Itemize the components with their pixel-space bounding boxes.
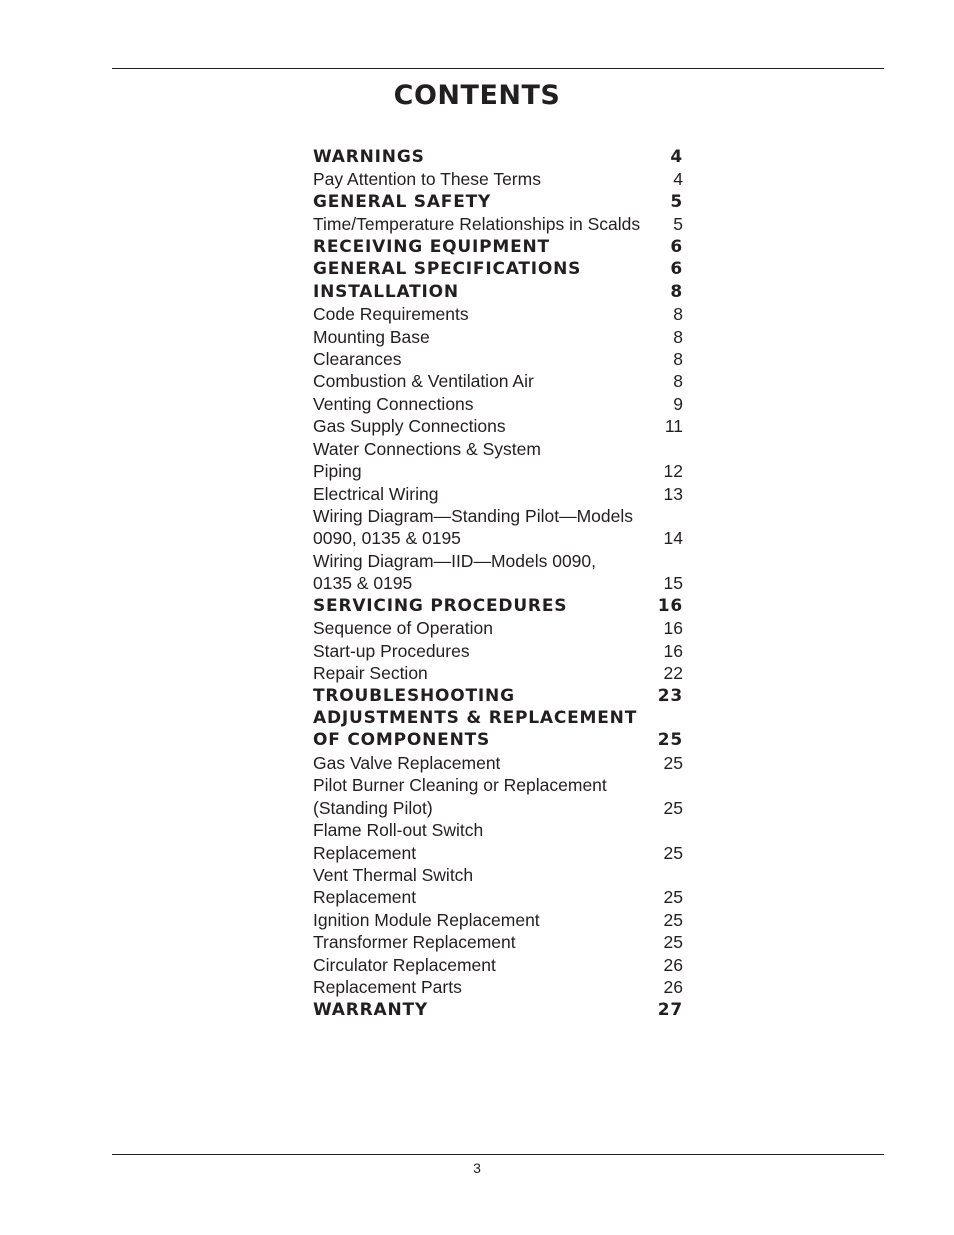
toc-label: WARNINGS <box>313 147 425 167</box>
toc-page-number: 11 <box>664 416 683 437</box>
toc-page-number: 16 <box>657 595 683 616</box>
toc-section-heading <box>313 191 683 213</box>
toc-page-number: 4 <box>670 147 683 167</box>
toc-page-number: 14 <box>663 528 683 549</box>
toc-page-number: 25 <box>657 730 683 751</box>
toc-page-number: 25 <box>663 909 683 930</box>
toc-entry <box>313 168 683 190</box>
toc-label: TROUBLESHOOTING <box>313 685 515 706</box>
table-of-contents <box>313 146 683 1021</box>
toc-label: Ignition Module Replacement <box>313 909 540 930</box>
toc-section-heading <box>313 729 683 751</box>
page-title: CONTENTS <box>393 80 561 111</box>
toc-entry <box>313 348 683 370</box>
toc-label: SERVICING PROCEDURES <box>313 595 568 616</box>
toc-label: Replacement Parts <box>313 977 462 998</box>
toc-section-heading <box>313 281 683 303</box>
toc-label: Time/Temperature Relationships in Scalds <box>313 214 641 235</box>
toc-label: GENERAL SAFETY <box>313 191 492 212</box>
toc-page-number: 26 <box>663 977 683 998</box>
toc-label: Replacement <box>313 887 417 908</box>
toc-page-number: 5 <box>670 191 683 212</box>
toc-section-heading <box>313 258 683 280</box>
toc-page-number: 8 <box>673 371 683 392</box>
toc-page-number: 5 <box>673 214 683 235</box>
toc-label: WARRANTY <box>313 999 429 1020</box>
toc-label: Repair Section <box>313 663 428 684</box>
toc-label: Replacement <box>313 842 417 863</box>
toc-entry <box>313 483 683 505</box>
bottom-rule <box>112 1154 884 1155</box>
toc-label: Venting Connections <box>313 393 474 414</box>
toc-label: 0090, 0135 & 0195 <box>313 528 461 549</box>
toc-section-heading <box>313 999 683 1021</box>
toc-label: Sequence of Operation <box>313 618 493 639</box>
toc-page-number: 25 <box>663 887 683 908</box>
toc-entry <box>313 976 683 998</box>
toc-label: (Standing Pilot) <box>313 797 433 818</box>
toc-label: ADJUSTMENTS & REPLACEMENT <box>313 707 638 728</box>
toc-entry <box>313 527 683 549</box>
toc-label: OF COMPONENTS <box>313 730 491 751</box>
toc-section-heading <box>313 685 683 707</box>
toc-label: Mounting Base <box>313 326 430 347</box>
toc-label: Pilot Burner Cleaning or Replacement <box>313 775 607 796</box>
toc-page-number: 13 <box>663 483 683 504</box>
toc-section-heading <box>313 595 683 617</box>
toc-entry <box>313 303 683 325</box>
toc-entry <box>313 819 683 841</box>
toc-label: Piping <box>313 461 362 482</box>
toc-entry <box>313 617 683 639</box>
toc-entry <box>313 572 683 594</box>
toc-page-number: 8 <box>673 304 683 325</box>
toc-section-heading <box>313 146 683 168</box>
toc-label: Electrical Wiring <box>313 483 439 504</box>
toc-entry <box>313 640 683 662</box>
toc-label: Code Requirements <box>313 304 469 325</box>
toc-label: Wiring Diagram—Standing Pilot—Models <box>313 506 633 526</box>
toc-entry <box>313 505 683 527</box>
toc-label: INSTALLATION <box>313 281 459 302</box>
top-rule <box>112 68 884 69</box>
toc-label: Circulator Replacement <box>313 954 496 975</box>
toc-entry <box>313 752 683 774</box>
toc-entry <box>313 213 683 235</box>
toc-entry <box>313 550 683 572</box>
toc-label: 0135 & 0195 <box>313 573 413 594</box>
toc-label: Water Connections & System <box>313 438 541 459</box>
toc-label: Clearances <box>313 348 402 369</box>
toc-page-number: 8 <box>670 281 683 302</box>
toc-label: Transformer Replacement <box>313 932 516 953</box>
toc-page-number: 25 <box>663 752 683 773</box>
toc-section-heading <box>313 707 683 729</box>
toc-page-number: 25 <box>663 842 683 863</box>
toc-label: Pay Attention to These Terms <box>313 169 541 190</box>
toc-page-number: 26 <box>663 954 683 975</box>
toc-section-heading <box>313 236 683 258</box>
toc-label: Flame Roll-out Switch <box>313 820 484 841</box>
toc-page-number: 15 <box>663 573 683 594</box>
toc-page-number: 9 <box>673 393 683 414</box>
toc-page-number: 8 <box>673 326 683 347</box>
toc-entry <box>313 931 683 953</box>
toc-page-number: 25 <box>663 797 683 818</box>
toc-label: RECEIVING EQUIPMENT <box>313 236 550 257</box>
toc-entry <box>313 864 683 886</box>
toc-page-number: 27 <box>657 999 683 1020</box>
toc-label: Start-up Procedures <box>313 640 470 661</box>
toc-label: Wiring Diagram—IID—Models 0090, <box>313 550 597 571</box>
toc-page-number: 25 <box>663 932 683 953</box>
toc-entry <box>313 774 683 796</box>
toc-page-number: 16 <box>663 640 683 661</box>
toc-label: Gas Valve Replacement <box>313 752 501 773</box>
toc-entry <box>313 909 683 931</box>
toc-label: GENERAL SPECIFICATIONS <box>313 259 582 280</box>
toc-page-number: 4 <box>673 169 683 190</box>
toc-page-number: 22 <box>663 663 683 684</box>
toc-entry <box>313 662 683 684</box>
toc-page-number: 12 <box>663 461 683 482</box>
toc-page-number: 8 <box>673 348 683 369</box>
toc-entry <box>313 460 683 482</box>
toc-label: Gas Supply Connections <box>313 416 506 437</box>
toc-page-number: 6 <box>670 259 683 280</box>
toc-entry <box>313 842 683 864</box>
toc-entry <box>313 393 683 415</box>
toc-entry <box>313 797 683 819</box>
toc-page-number: 23 <box>657 685 683 706</box>
toc-entry <box>313 370 683 392</box>
toc-entry <box>313 326 683 348</box>
page-number: 3 <box>473 1160 481 1176</box>
toc-page-number: 16 <box>663 618 683 639</box>
toc-entry <box>313 415 683 437</box>
toc-label: Combustion & Ventilation Air <box>313 371 534 392</box>
toc-label: Vent Thermal Switch <box>313 865 474 885</box>
toc-entry <box>313 886 683 908</box>
toc-entry <box>313 954 683 976</box>
toc-page-number: 6 <box>670 236 683 257</box>
toc-entry <box>313 438 683 460</box>
